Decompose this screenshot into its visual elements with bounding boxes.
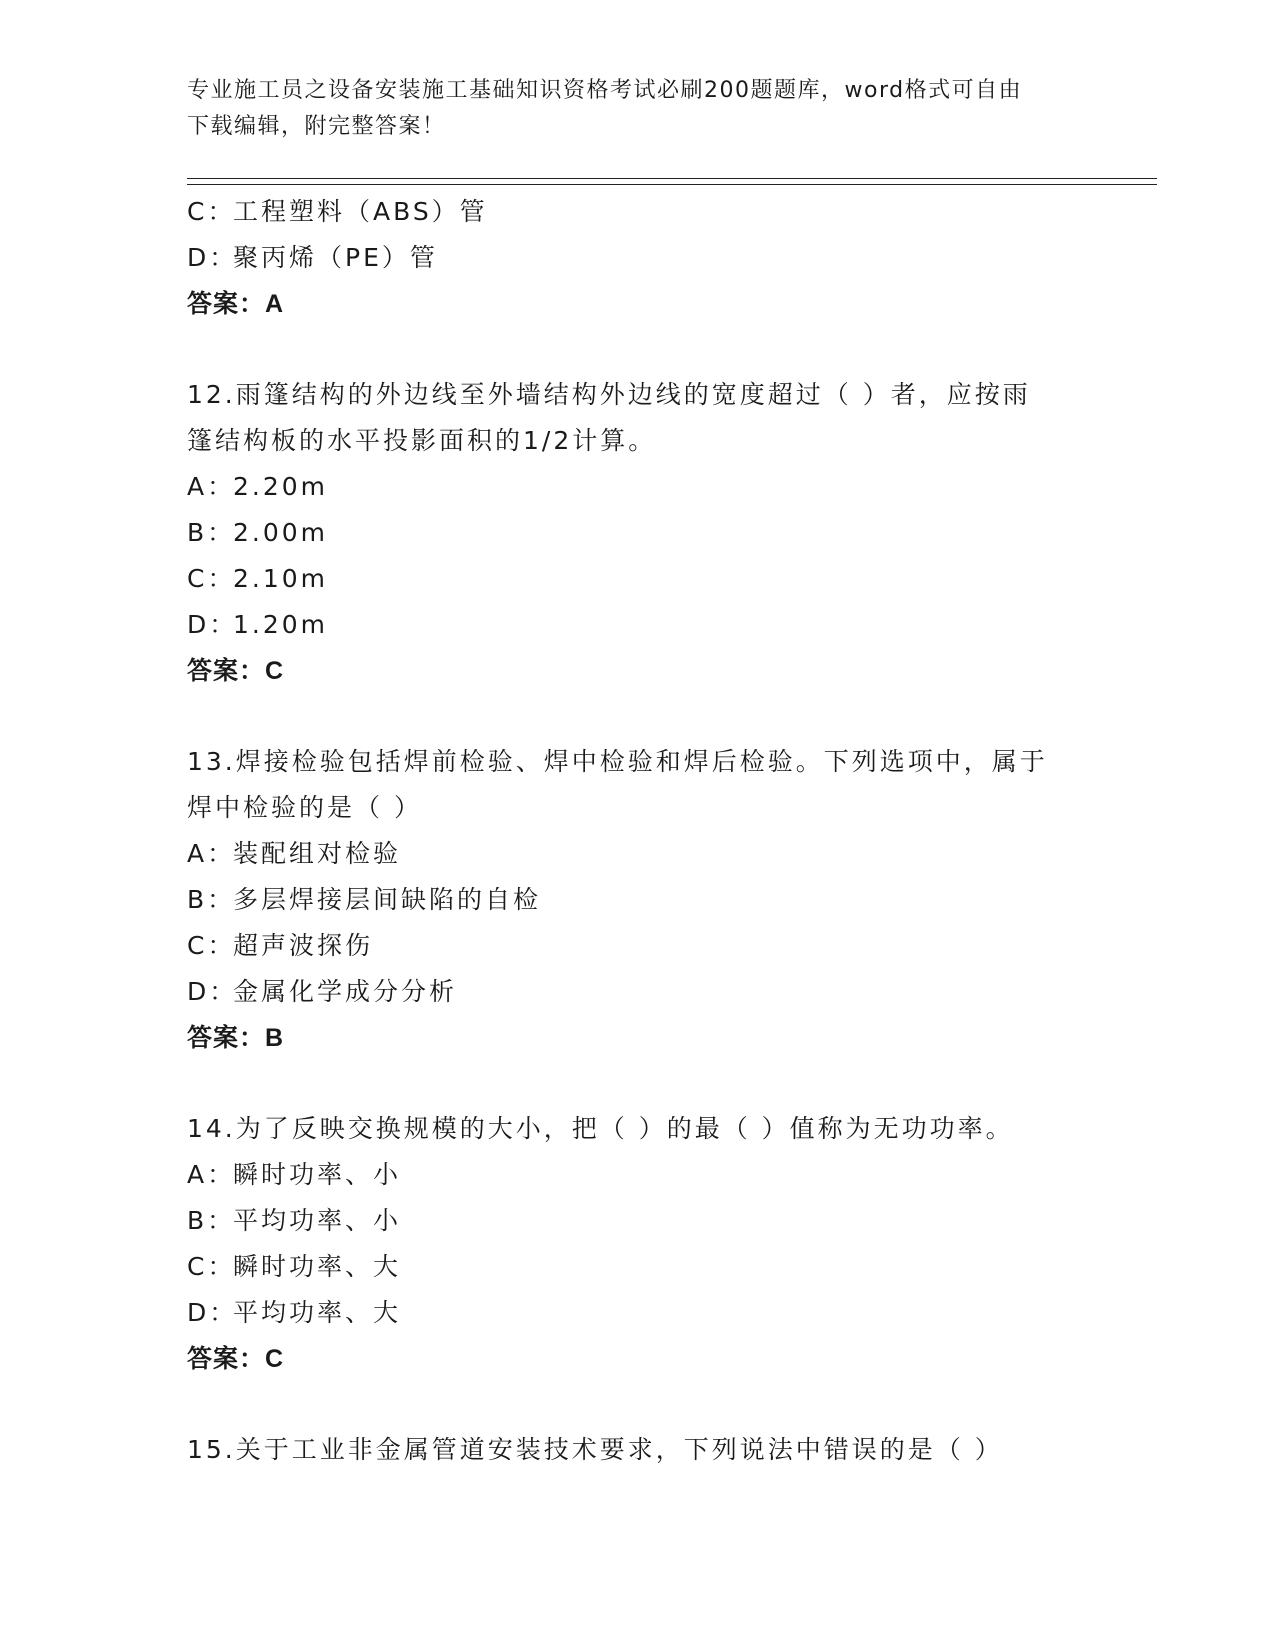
option-d [187, 235, 1087, 281]
option-d [187, 602, 1087, 648]
option-text: 1.20m [233, 610, 329, 639]
option-d [187, 1290, 1087, 1336]
question-stem-line-1: 14.为了反映交换规模的大小，把（ ）的最（ ）值称为无功功率。 [187, 1114, 1014, 1143]
question-stem-line-1: 13.焊接检验包括焊前检验、焊中检验和焊后检验。下列选项中，属于 [187, 747, 1048, 776]
option-text: 多层焊接层间缺陷的自检 [233, 885, 542, 914]
answer-line [187, 281, 1087, 327]
spacer [187, 327, 1087, 372]
answer-line [187, 1015, 1087, 1061]
option-letter: A： [187, 472, 236, 501]
option-a [187, 464, 1087, 510]
option-letter: D： [187, 1298, 238, 1327]
answer-label: 答案： [187, 1023, 266, 1052]
option-letter: B： [187, 1206, 236, 1235]
answer-value: C [265, 657, 285, 685]
answer-value: B [265, 1024, 285, 1052]
option-b [187, 510, 1087, 556]
option-letter: B： [187, 518, 236, 547]
spacer [187, 694, 1087, 739]
answer-line [187, 648, 1087, 694]
option-text: 工程塑料（ABS）管 [233, 197, 488, 226]
answer-label: 答案： [187, 1344, 266, 1373]
answer-label: 答案： [187, 289, 266, 318]
answer-value: C [265, 1345, 285, 1373]
answer-line [187, 1336, 1087, 1382]
option-text: 装配组对检验 [233, 839, 402, 868]
option-letter: D： [187, 977, 238, 1006]
option-text: 平均功率、大 [233, 1298, 402, 1327]
answer-value: A [265, 290, 285, 318]
option-text: 超声波探伤 [233, 931, 374, 960]
question-12 [187, 372, 1087, 694]
option-c [187, 923, 1087, 969]
option-c [187, 1244, 1087, 1290]
question-14 [187, 1106, 1087, 1382]
option-text: 金属化学成分分析 [233, 977, 458, 1006]
option-c [187, 189, 1087, 235]
question-15 [187, 1427, 1087, 1473]
header-line-2: 下载编辑，附完整答案！ [187, 114, 446, 139]
option-letter: A： [187, 1160, 236, 1189]
question-13 [187, 739, 1087, 1061]
option-text: 聚丙烯（PE）管 [233, 243, 438, 272]
question-11-continuation [187, 189, 1087, 327]
document-header [187, 73, 1087, 145]
option-b [187, 877, 1087, 923]
header-line-1: 专业施工员之设备安装施工基础知识资格考试必刷200题题库，word格式可自由 [187, 78, 1023, 103]
option-letter: D： [187, 610, 238, 639]
option-a [187, 831, 1087, 877]
option-letter: C： [187, 197, 236, 226]
option-letter: D： [187, 243, 238, 272]
question-stem-line-1: 12.雨篷结构的外边线至外墙结构外边线的宽度超过（ ）者，应按雨 [187, 380, 1031, 409]
option-a [187, 1152, 1087, 1198]
option-b [187, 1198, 1087, 1244]
question-content [187, 189, 1087, 1473]
option-letter: A： [187, 839, 236, 868]
question-stem-line-2: 篷结构板的水平投影面积的1/2计算。 [187, 426, 657, 455]
spacer [187, 1061, 1087, 1106]
question-stem-line-1: 15.关于工业非金属管道安装技术要求，下列说法中错误的是（ ） [187, 1435, 1003, 1464]
option-c [187, 556, 1087, 602]
option-text: 2.00m [233, 518, 329, 547]
spacer [187, 1382, 1087, 1427]
option-letter: C： [187, 564, 236, 593]
question-stem-line-2: 焊中检验的是（ ） [187, 793, 422, 822]
header-divider-bottom [187, 184, 1157, 185]
option-letter: C： [187, 931, 236, 960]
option-letter: B： [187, 885, 236, 914]
option-text: 2.20m [233, 472, 329, 501]
header-divider-top [187, 178, 1157, 179]
option-text: 平均功率、小 [233, 1206, 402, 1235]
answer-label: 答案： [187, 656, 266, 685]
option-d [187, 969, 1087, 1015]
option-text: 瞬时功率、大 [233, 1252, 402, 1281]
option-letter: C： [187, 1252, 236, 1281]
option-text: 2.10m [233, 564, 329, 593]
option-text: 瞬时功率、小 [233, 1160, 402, 1189]
